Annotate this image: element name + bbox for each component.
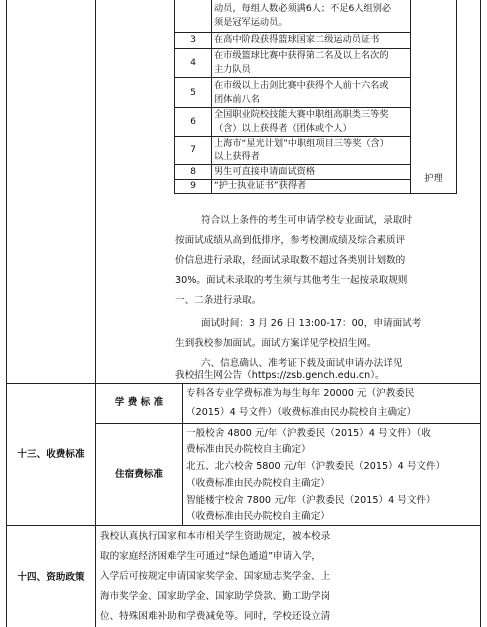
- tuition-text: （2015）4 号文件）（收费标准由民办院校自主确定）: [186, 407, 417, 418]
- dorm-text: （收费标准由民办院校自主确定）: [186, 478, 330, 489]
- criteria-number: 3: [190, 34, 196, 45]
- criteria-text: “护士执业证书”获得者: [214, 180, 307, 191]
- dorm-text: 北五、北六校舍 5800 元/年（沪教委民（2015）4 号文件）: [186, 461, 446, 472]
- inner-bottom-line: [174, 193, 457, 194]
- criteria-text: 以上获得者: [214, 151, 260, 162]
- interview-paragraph-line: 价信息进行录取，经面试录取数不超过各类别计划数的: [175, 255, 406, 266]
- interview-paragraph-line: 一、二条进行录取。: [175, 295, 262, 306]
- interview-paragraph-line: 面试时间：3 月 26 日 13:00-17：00，申请面试考: [201, 318, 422, 329]
- interview-paragraph-line: 六、信息确认、准考证下载及面试申请办法详见: [201, 358, 403, 369]
- dorm-label: 住宿费标准: [115, 469, 163, 480]
- interview-paragraph-line: 按面试成绩从高到低排序，参考校测成绩及综合素质评: [175, 235, 406, 246]
- criteria-number: 6: [190, 116, 196, 127]
- aid-text: 位、特殊困难补助和学费减免等。同时，学校还设立清: [100, 611, 331, 622]
- outer-divider: [95, 0, 96, 627]
- criteria-text: 在高中阶段获得篮球国家二级运动员证书: [214, 34, 380, 45]
- tuition-text: 专科各专业学费标准为每生每年 20000 元（沪教委民: [186, 388, 415, 399]
- interview-paragraph-line: 符合以上条件的考生可申请学校专业面试，录取时: [201, 215, 413, 226]
- interview-paragraph-line: 30%。面试未录取的考生须与其他考生一起按录取规则: [175, 275, 408, 286]
- inner-right-border: [456, 0, 457, 194]
- criteria-number: 7: [190, 144, 196, 155]
- criteria-text: （含）以上获得者（团体或个人）: [214, 123, 352, 134]
- aid-text: 取的家庭经济困难学生可通过“绿色通道”申请入学，: [100, 551, 322, 562]
- dorm-text: 费标准由民办院校自主确定）: [186, 444, 311, 455]
- dorm-text: （收费标准由民办院校自主确定）: [186, 511, 330, 522]
- major-label: 护理: [424, 173, 443, 184]
- criteria-text: 动员，每组人数必须满6人；不足6人组别必: [214, 3, 392, 14]
- aid-text: 入学后可按规定申请国家奖学金、国家励志奖学金、上: [100, 571, 331, 582]
- criteria-number: 4: [190, 57, 196, 68]
- criteria-text: 在市级篮球比赛中获得第二名及以上名次的: [214, 50, 389, 61]
- criteria-text: 主力队员: [214, 64, 251, 75]
- criteria-number: 5: [190, 87, 196, 98]
- criteria-text: 须是冠军运动员。: [214, 17, 288, 28]
- criteria-text: 在市级以上击剑比赛中获得个人前十六名或: [214, 80, 389, 91]
- interview-paragraph-line: 我校招生网公告（https://zsb.gench.edu.cn）。: [175, 370, 385, 381]
- fees-section-label: 十三、收费标准: [17, 449, 85, 460]
- dorm-text: 一般校舍 4800 元/年（沪教委民（2015）4 号文件）（收: [186, 428, 431, 439]
- dorm-text: 智能楼宇校舍 7800 元/年（沪教委民（2015）4 号文件）: [186, 495, 436, 506]
- fee-subdivider: [182, 383, 183, 525]
- criteria-text: 上海市“星光计划”中职组项目三等奖（含）: [214, 138, 389, 149]
- interview-paragraph-line: 生到我校参加面试。面试方案详见学校招生网。: [175, 338, 377, 349]
- criteria-number: 9: [190, 180, 196, 191]
- criteria-number: 8: [190, 166, 196, 177]
- outer-right-border: [480, 0, 481, 627]
- criteria-text: 男生可直接申请面试资格: [214, 166, 316, 177]
- tuition-label: 学 费 标 准: [114, 397, 164, 408]
- criteria-text: 团体前八名: [214, 94, 260, 105]
- aid-text: 我校认真执行国家和本市相关学生资助规定，被本校录: [100, 531, 331, 542]
- aid-section-label: 十四、资助政策: [17, 572, 85, 583]
- criteria-text: 全国职业院校技能大赛中职组高职类三等奖: [214, 109, 389, 120]
- inner-row-line: [174, 77, 411, 78]
- aid-text: 海市奖学金、国家助学金、国家助学贷款、勤工助学岗: [100, 591, 331, 602]
- outer-left-border: [6, 0, 7, 627]
